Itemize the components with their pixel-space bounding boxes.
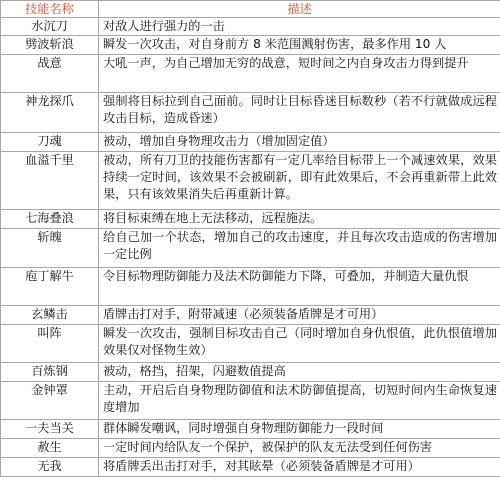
skill-name-cell: 战意: [1, 55, 99, 93]
skill-description-cell: 将目标束缚在地上无法移动，远程施法。: [99, 210, 500, 229]
skill-description-cell: 盾牌击打对手，附带减速（必须装备盾牌是才可用）: [99, 306, 500, 325]
table-row: [1, 268, 500, 306]
header-skill-name: 技能名称: [1, 1, 99, 18]
skill-description-cell: 被动，增加自身物理攻击力（增加固定值）: [99, 133, 500, 152]
skill-description-cell: 被动，所有刀卫的技能伤害都有一定几率给目标带上一个减速效果，效果持续一定时间，该效果不会被刷新，即有此效果后，不会再重新带上此效果，只有该效果消失后再重新计算。: [99, 152, 500, 210]
skill-description-cell: 将盾牌丢出击打对手，对其眩晕（必须装备盾牌是才可用）: [99, 458, 500, 477]
skill-description-cell: 被动，格挡，招架，闪避数值提高: [99, 363, 500, 382]
skill-name-cell: 血溢千里: [1, 152, 99, 210]
skill-name-cell: 玄鳞击: [1, 306, 99, 325]
table-row: [1, 306, 500, 325]
skill-description-cell: 大吼一声，为自己增加无穷的战意，短时间之内自身攻击力得到提升: [99, 55, 500, 93]
table-row: [1, 229, 500, 268]
skill-name-cell: 神龙探爪: [1, 93, 99, 133]
table-row: [1, 382, 500, 420]
table-row: [1, 152, 500, 210]
skill-description-cell: 给自己加一个状态，增加自己的攻击速度，并且每次攻击造成的伤害增加一定比例: [99, 229, 500, 268]
skill-description-cell: 主动，开启后自身物理防御值和法术防御值提高，切短时间内生命恢复速度增加: [99, 382, 500, 420]
table-row: [1, 420, 500, 439]
table-row: [1, 18, 500, 36]
skill-description-cell: 对敌人进行强力的一击: [99, 18, 500, 36]
header-description: 描述: [99, 1, 500, 18]
skill-name-cell: 七海叠浪: [1, 210, 99, 229]
table-row: [1, 93, 500, 133]
skill-description-cell: 群体瞬发嘲讽，同时增强自身物理防御能力一段时间: [99, 420, 500, 439]
skill-name-cell: 水沉刀: [1, 18, 99, 36]
skill-description-cell: 瞬发一次攻击，强制目标攻击自己（同时增加自身仇恨值，此仇恨值增加效果仅对怪物生效）: [99, 325, 500, 363]
skill-description-cell: 一定时间内给队友一个保护，被保护的队友无法受到任何伤害: [99, 439, 500, 458]
table-row: [1, 55, 500, 93]
table-row: [1, 210, 500, 229]
table-row: [1, 325, 500, 363]
table-row: [1, 36, 500, 55]
skill-description-cell: 强制将目标拉到自己面前。同时让目标昏迷目标数秒（若不行就做成远程攻击目标，造成昏迷）: [99, 93, 500, 133]
skill-name-cell: 金钟罩: [1, 382, 99, 420]
skill-name-cell: 叫阵: [1, 325, 99, 363]
skill-description-cell: 瞬发一次攻击，对自身前方 8 米范围溅射伤害，最多作用 10 人: [99, 36, 500, 55]
table-row: [1, 439, 500, 458]
skill-name-cell: 百炼钢: [1, 363, 99, 382]
skill-name-cell: 劈波斩浪: [1, 36, 99, 55]
skill-name-cell: 赦生: [1, 439, 99, 458]
skill-name-cell: 刀魂: [1, 133, 99, 152]
table-row: [1, 363, 500, 382]
skill-description-cell: 令目标物理防御能力及法术防御能力下降，可叠加，并制造大量仇恨: [99, 268, 500, 306]
table-header-row: [1, 1, 500, 18]
skill-name-cell: 庖丁解牛: [1, 268, 99, 306]
table-row: [1, 458, 500, 477]
skill-name-cell: 无我: [1, 458, 99, 477]
skill-name-cell: 一夫当关: [1, 420, 99, 439]
table-row: [1, 133, 500, 152]
skill-name-cell: 斩魄: [1, 229, 99, 268]
